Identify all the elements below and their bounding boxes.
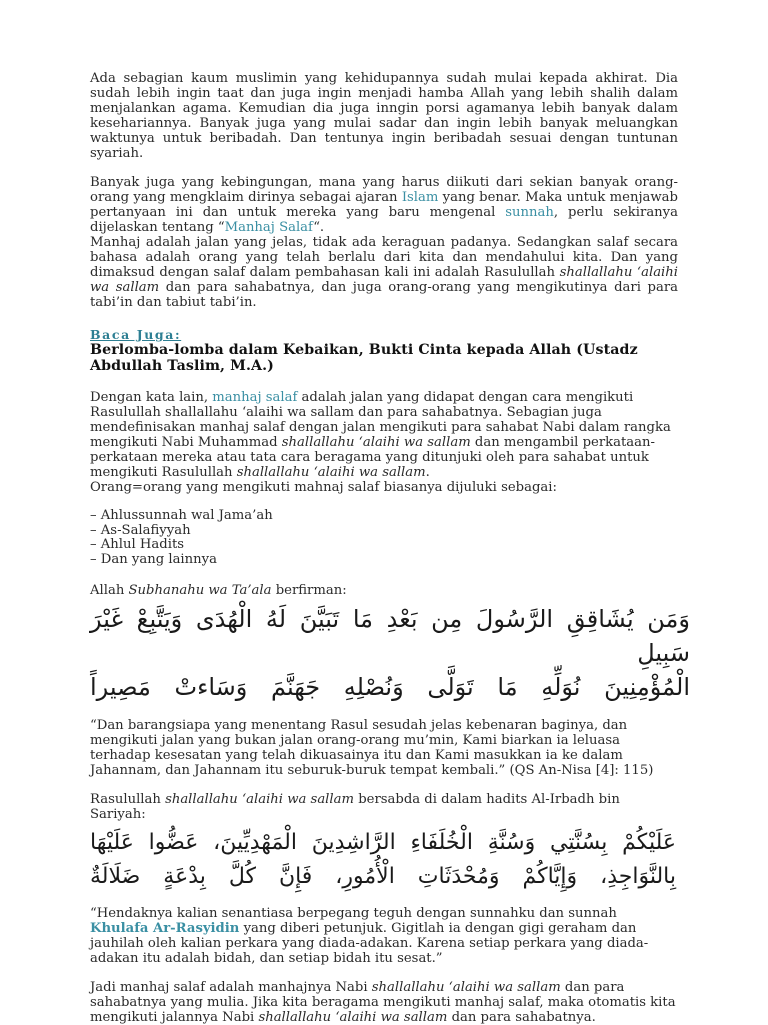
hadith-intro — [90, 792, 678, 822]
text-span: , perlu sekiranya dijelaskan tentang “ — [90, 205, 678, 235]
arabic-line: وَمَن يُشَاقِقِ الرَّسُولَ مِن بَعْدِ مَا تَبَيَّنَ لَهُ الْهُدَى وَيَتَّبِعْ غَيْرَ سَبِيلِ — [90, 605, 690, 668]
intro-paragraph-1: Ada sebagian kaum muslimin yang kehidupannya sudah mulai kepada akhirat. Dia sudah lebih ingin taat dan juga ingin menjadi hamba Allah yang lebih shalih dalam menjalankan agama. Kemudian dia juga inngin porsi agamanya lebih banyak dalam kesehariannya. Banyak juga yang mulai sadar dan ingin lebih banyak meluangkan waktunya untuk beribadah. Dan tentunya ingin beribadah sesuai dengan tuntunan syariah. — [90, 71, 678, 161]
text-span: Dengan kata lain, — [90, 390, 213, 405]
text-span: adalah jalan yang didapat dengan cara mengikuti Rasulullah shallallahu ‘alaihi wa sallam dan para sahabatnya. Sebagian juga mendefinisakan manhaj salaf dengan jalan mengikuti para sahabat Nabi dalam rangka mengikuti Nabi Muhammad — [90, 390, 671, 450]
closing-paragraph — [90, 980, 678, 1025]
quran-translation: “Dan barangsiapa yang menentang Rasul sesudah jelas kebenaran baginya, dan mengikuti jalan yang bukan jalan orang-orang mu’min, Kami biarkan ia leluasa terhadap kesesatan yang telah dikuasainya itu dan Kami masukkan ia ke dalam Jahannam, dan Jahannam itu seburuk-buruk tempat kembali.” (QS An-Nisa [4]: 115) — [90, 718, 654, 779]
text-span: berfirman: — [271, 583, 347, 599]
section2-paragraph-2: Orang=orang yang mengikuti mahnaj salaf biasanya dijuluki sebagai: — [90, 480, 557, 495]
list-item: – Ahlussunnah wal Jama’ah — [90, 508, 273, 523]
section2-paragraph-1 — [90, 390, 678, 480]
text-span: yang benar. Maka untuk menjawab pertanyaan ini dan untuk mereka yang baru mengenal — [90, 190, 678, 220]
list-item: – As-Salafiyyah — [90, 522, 191, 538]
honorific-text: shallallahu ‘alaihi wa sallam — [371, 980, 561, 996]
quran-arabic-verse — [90, 602, 690, 704]
link-manhaj-salaf-2[interactable]: manhaj salaf — [212, 390, 298, 405]
text-span: bersabda di dalam hadits Al-Irbadh bin Sariyah: — [90, 792, 620, 823]
honorific-text: shallallahu ‘alaihi wa sallam — [165, 792, 354, 808]
text-span: Manhaj adalah jalan yang jelas, tidak ada keraguan padanya. Sedangkan salaf secara bahasa adalah orang yang telah berlalu dari kita dan mendahului kita. Dan yang dimaksud dengan salaf dalam pembahasan kali ini adalah Rasulullah — [90, 235, 678, 280]
baca-juga-box — [90, 328, 678, 374]
link-sunnah[interactable]: sunnah — [505, 205, 554, 220]
arabic-line: بِالنَّوَاجِذِ، وَإِيَّاكُمْ وَمُحْدَثَاتِ الْأُمُورِ، فَإِنَّ كُلَّ بِدْعَةٍ ضَلَالَةٌ — [90, 864, 676, 890]
link-khulafa-ar-rasyidin[interactable]: Khulafa Ar-Rasyidin — [90, 921, 240, 937]
hadith-translation — [90, 906, 678, 966]
text-span: Rasulullah — [90, 792, 166, 808]
text-span: “Hendaknya kalian senantiasa berpegang teguh dengan sunnahku dan sunnah — [90, 906, 617, 922]
text-span: dan mengambil perkataan-perkataan mereka atau tata cara beragama yang ditunjuki oleh para sahabat untuk mengikuti Rasulullah — [90, 435, 655, 480]
honorific-text: shallallahu ‘alaihi wa sallam — [236, 465, 426, 480]
text-span: Banyak juga yang kebingungan, mana yang harus diikuti dari sekian banyak orang-orang yang mengklaim dirinya sebagai ajaran — [90, 175, 678, 205]
text-span: Jadi manhaj salaf adalah manhajnya Nabi — [90, 980, 372, 996]
list-item: – Dan yang lainnya — [90, 551, 217, 567]
text-span: . — [425, 465, 430, 480]
text-span: “. — [313, 220, 325, 235]
intro-paragraph-2 — [90, 175, 678, 235]
article — [90, 71, 690, 1025]
honorific-text: shallallahu ‘alaihi wa sallam — [90, 265, 678, 295]
quran-intro — [90, 583, 678, 598]
arabic-line: عَلَيْكُمْ بِسُنَّتِي وَسُنَّةِ الْخُلَفَاءِ الرَّاشِدِينَ الْمَهْدِيِّينَ، عَضُّوا عَلَيْهَا — [90, 830, 676, 856]
honorific-text: Subhanahu wa Ta’ala — [128, 583, 272, 599]
honorific-text: shallallahu ‘alaihi wa sallam — [281, 435, 471, 450]
link-islam[interactable]: Islam — [401, 190, 439, 205]
honorific-text: shallallahu ‘alaihi wa sallam — [258, 1010, 448, 1025]
text-span: dan para sahabatnya. — [447, 1010, 596, 1025]
nickname-list — [90, 509, 678, 567]
hadith-arabic-text — [90, 826, 678, 894]
baca-juga-label: Baca Juga: — [90, 327, 182, 342]
link-manhaj-salaf[interactable]: Manhaj Salaf — [224, 220, 314, 235]
text-span: dan para sahabatnya yang mulia. Jika kita beragama mengikuti manhaj salaf, maka otomatis kita mengikuti jalannya Nabi — [90, 980, 676, 1025]
list-item: – Ahlul Hadits — [90, 537, 185, 553]
intro-paragraph-3 — [90, 235, 678, 310]
text-span: dan para sahabatnya, dan juga orang-orang yang mengikutinya dari para tabi’in dan tabiut tabi’in. — [90, 280, 679, 310]
arabic-line: الْمُؤْمِنِينَ نُوَلِّهِ مَا تَوَلَّى وَنُصْلِهِ جَهَنَّمَ وَسَاءتْ مَصِيراً — [90, 673, 690, 702]
text-span: yang diberi petunjuk. Gigitlah ia dengan gigi geraham dan jauhilah oleh kalian perkara yang diada-adakan. Karena setiap perkara yang diada-adakan itu adalah bidah, dan setiap bidah itu sesat.” — [90, 921, 649, 967]
text-span: Allah — [90, 583, 129, 599]
baca-juga-link[interactable]: Berlomba-lomba dalam Kebaikan, Bukti Cinta kepada Allah (Ustadz Abdullah Taslim, M.A.) — [90, 342, 638, 374]
